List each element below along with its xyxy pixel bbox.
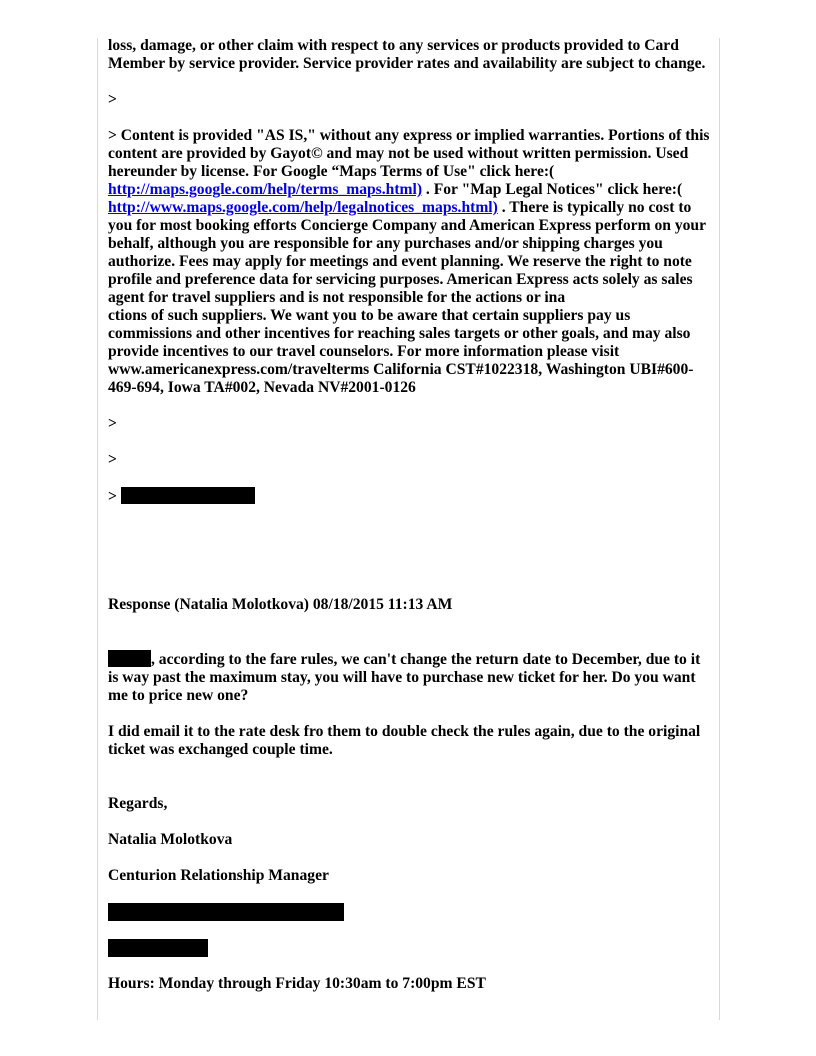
- quote-marker: >: [108, 488, 117, 505]
- signature-redacted-line-2: [108, 939, 712, 957]
- quote-marker-redacted-line: [108, 487, 712, 506]
- maps-terms-link[interactable]: http://maps.google.com/help/terms_maps.html): [108, 181, 423, 198]
- disclaimer-paragraph-2: [108, 127, 712, 397]
- redaction-bar: [108, 903, 344, 921]
- quote-marker: >: [108, 415, 117, 432]
- redaction-bar: [121, 487, 255, 504]
- redaction-bar: [108, 939, 208, 957]
- disclaimer-text-c: . There is typically no cost to you for most booking efforts Concierge Company and American Express perform on your behalf, although you are responsible for any purchases and/or shipping charges you authorize. Fees may apply for meetings and event planning. We reserve the right to note profile and preference data for servicing purposes. American Express acts solely as sales agent for travel suppliers and is not responsible for the actions or ina: [108, 199, 706, 306]
- response-paragraph-2: I did email it to the rate desk fro them to double check the rules again, due to the original ticket was exchanged couple time.: [108, 723, 701, 758]
- maps-legal-notices-link[interactable]: http://www.maps.google.com/help/legalnotices_maps.html): [108, 199, 498, 216]
- quote-marker: >: [108, 451, 117, 468]
- signature-title: Centurion Relationship Manager: [108, 867, 329, 884]
- quote-marker: >: [108, 91, 117, 108]
- signature-redacted-line-1: [108, 903, 712, 921]
- response-paragraph-1-text: , according to the fare rules, we can't change the return date to December, due to it is way past the maximum stay, you will have to purchase new ticket for her. Do you want me to price new one?: [108, 651, 701, 704]
- response-paragraph-1: [108, 650, 712, 705]
- regards: Regards,: [108, 795, 168, 812]
- disclaimer-text-b: . For "Map Legal Notices" click here:(: [422, 181, 683, 198]
- disclaimer-text-d: ctions of such suppliers. We want you to be aware that certain suppliers pay us commissions and other incentives for reaching sales targets or other goals, and may also provide incentives to our travel counselors. For more information please visit www.americanexpress.com/travelterms California CST#1022318, Washington UBI#600-469-694, Iowa TA#002, Nevada NV#2001-0126: [108, 307, 694, 396]
- page-frame-left: [97, 38, 98, 1020]
- redaction-bar: [108, 650, 151, 667]
- office-hours: Hours: Monday through Friday 10:30am to 7:00pm EST: [108, 975, 486, 992]
- email-body: [108, 37, 712, 993]
- disclaimer-text-a: > Content is provided "AS IS," without any express or implied warranties. Portions of this content are provided by Gayot© and may not be used without written permission. Used hereunder by license. For Google “Maps Terms of Use" click here:(: [108, 127, 710, 180]
- page-frame-right: [719, 38, 720, 1020]
- signature-name: Natalia Molotkova: [108, 831, 233, 848]
- response-header: Response (Natalia Molotkova) 08/18/2015 11:13 AM: [108, 596, 453, 613]
- disclaimer-paragraph-1: loss, damage, or other claim with respect to any services or products provided to Card Member by service provider. Service provider rates and availability are subject to change.: [108, 37, 706, 72]
